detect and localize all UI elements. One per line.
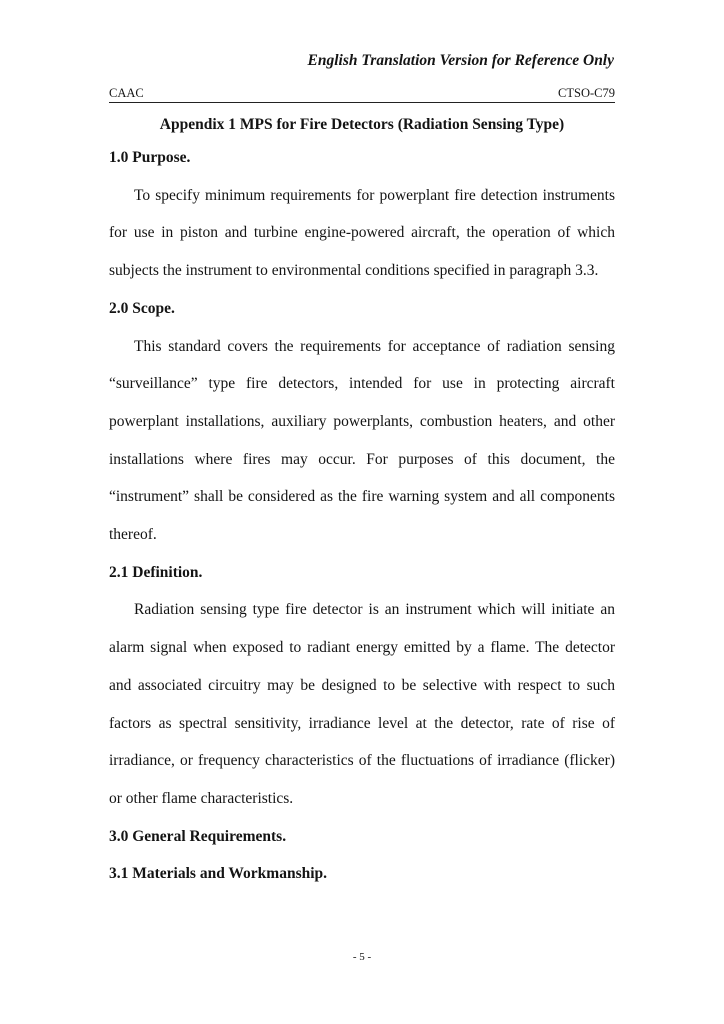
header-document-id: CTSO-C79 (558, 86, 615, 100)
page-number: - 5 - (352, 951, 372, 963)
running-header (109, 86, 615, 103)
section-heading-purpose: 1.0 Purpose. (109, 149, 191, 166)
header-organization: CAAC (109, 86, 144, 100)
document-body (109, 139, 615, 893)
appendix-title: Appendix 1 MPS for Fire Detectors (Radiation Sensing Type) (159, 116, 565, 133)
section-heading-definition: 2.1 Definition. (109, 563, 203, 581)
section-text-definition: Radiation sensing type fire detector is an instrument which will initiate an alarm signal when exposed to radiant energy emitted by a flame. The detector and associated circuitry may be designed to be selective with respect to such factors as spectral sensitivity, irradiance level at the detector, rate of rise of irradiance, or frequency characteristics of the fluctuations of irradiance (flicker) or other flame characteristics. (109, 601, 615, 807)
section-heading-general-requirements: 3.0 General Requirements. (109, 827, 287, 845)
section-text-scope: This standard covers the requirements for acceptance of radiation sensing “surveillance” type fire detectors, intended for use in protecting aircraft powerplant installations, auxiliary powerplants, combustion heaters, and other installations where fires may occur. For purposes of this document, the “instrument” shall be considered as the fire warning system and all components thereof. (109, 337, 615, 544)
section-text-purpose: To specify minimum requirements for powerplant fire detection instruments for use in piston and turbine engine-powered aircraft, the operation of which subjects the instrument to environmental conditions specified in paragraph 3.3. (109, 186, 615, 280)
section-heading-scope: 2.0 Scope. (109, 299, 175, 317)
translation-banner: English Translation Version for Reference Only (307, 52, 614, 69)
section-heading-materials-workmanship: 3.1 Materials and Workmanship. (109, 865, 328, 883)
